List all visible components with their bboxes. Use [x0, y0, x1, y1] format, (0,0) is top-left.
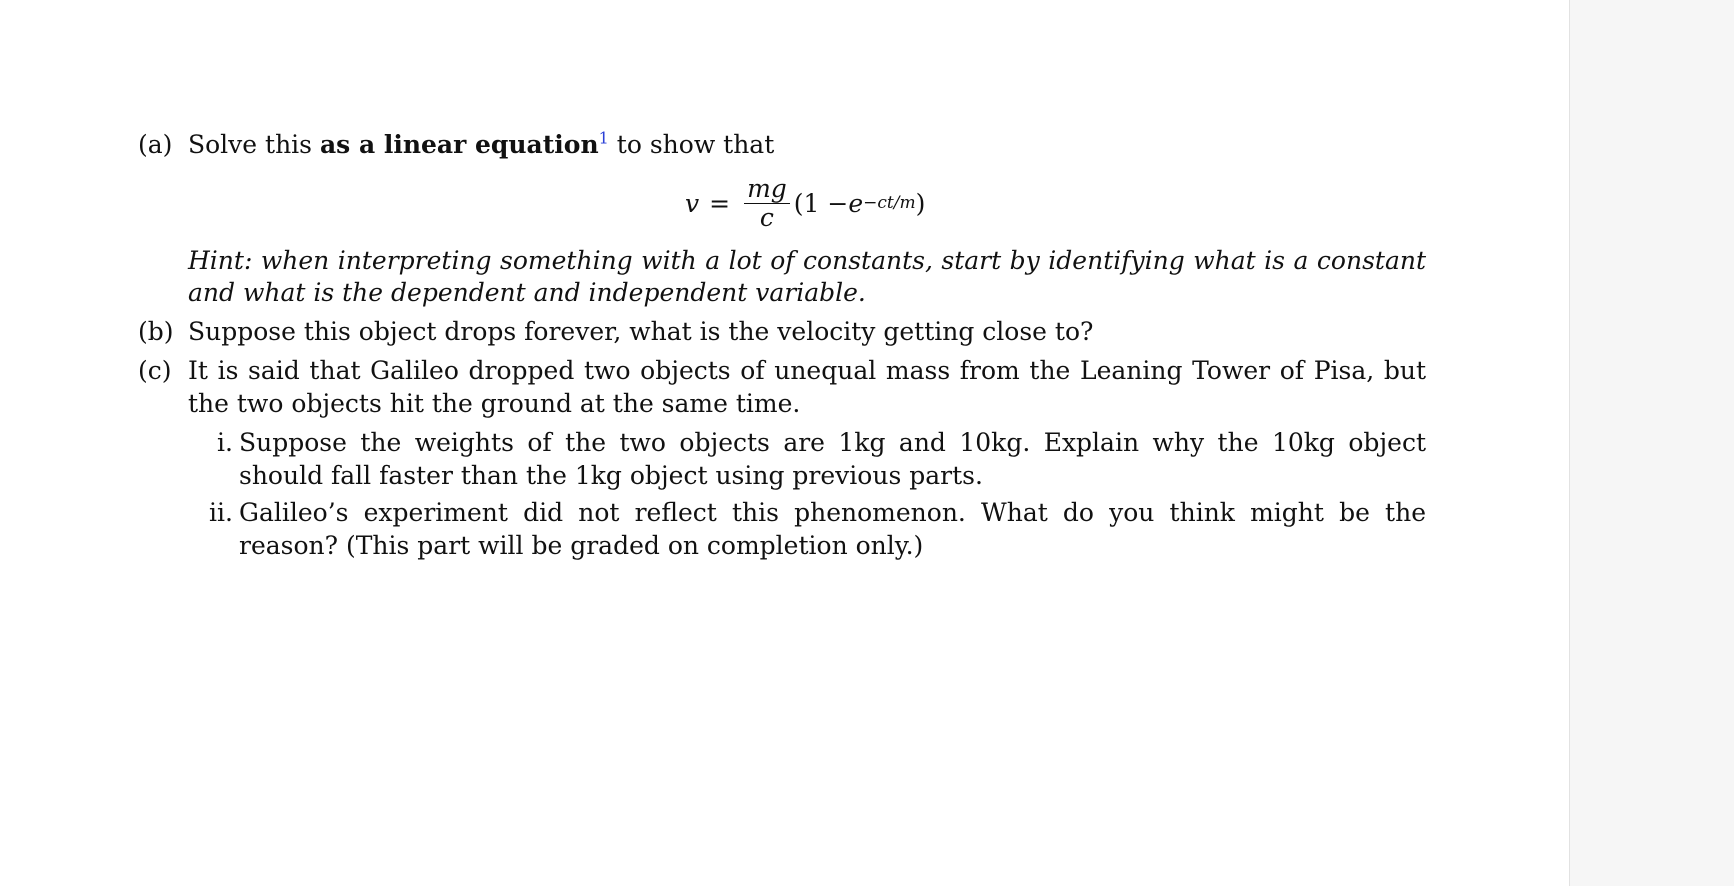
part-c — [138, 354, 1426, 562]
subitem-i-label: i. — [217, 428, 233, 457]
part-a-bold-text: as a linear equation — [319, 130, 599, 159]
subitem-i — [188, 426, 1426, 492]
part-c-text: It is said that Galileo dropped two objects of unequal mass from the Leaning Tower of Pisa, but the two objects hit the ground at the same time. — [188, 356, 1426, 418]
subitem-ii-label: ii. — [209, 498, 233, 527]
hint-text: Hint: when interpreting something with a lot of constants, start by identifying what is a constant and what is the dependent and independent variable. — [188, 246, 1426, 307]
part-c-subitems — [188, 426, 1426, 562]
velocity-equation: v = $\frac{mg}{c}$ (1 − e −ct/m ) — [685, 173, 926, 232]
part-a-label: (a) — [138, 130, 173, 159]
part-b-label: (b) — [138, 317, 174, 346]
equation-numerator: mg — [744, 175, 790, 204]
part-c-label: (c) — [138, 356, 172, 385]
equation-fraction — [744, 175, 790, 232]
subitem-i-text: Suppose the weights of the two objects are 1kg and 10kg. Explain why the 10kg object should fall faster than the 1kg object using previous parts. — [239, 428, 1426, 490]
part-b-text: Suppose this object drops forever, what is the velocity getting close to? — [188, 317, 1094, 346]
equation-base: e — [848, 188, 864, 218]
equation-paren-open: (1 − — [793, 188, 849, 218]
part-b — [138, 315, 1426, 348]
part-a-text — [188, 128, 1426, 161]
equation-lhs: v — [685, 188, 700, 218]
subitem-ii — [188, 496, 1426, 562]
equation-denominator: c — [759, 202, 774, 232]
part-a-text-before: Solve this — [188, 130, 320, 159]
part-a-text-after: to show that — [608, 130, 775, 159]
viewer-margin — [1570, 0, 1734, 886]
problem-content — [138, 128, 1426, 566]
equation-equals: = — [709, 188, 731, 218]
part-a — [138, 128, 1426, 309]
equation-paren-close: ) — [915, 188, 926, 218]
subitem-ii-text: Galileo’s experiment did not reflect this phenomenon. What do you think might be the reason? (This part will be graded on completion only.) — [239, 498, 1426, 560]
footnote-link[interactable]: 1 — [598, 128, 609, 148]
